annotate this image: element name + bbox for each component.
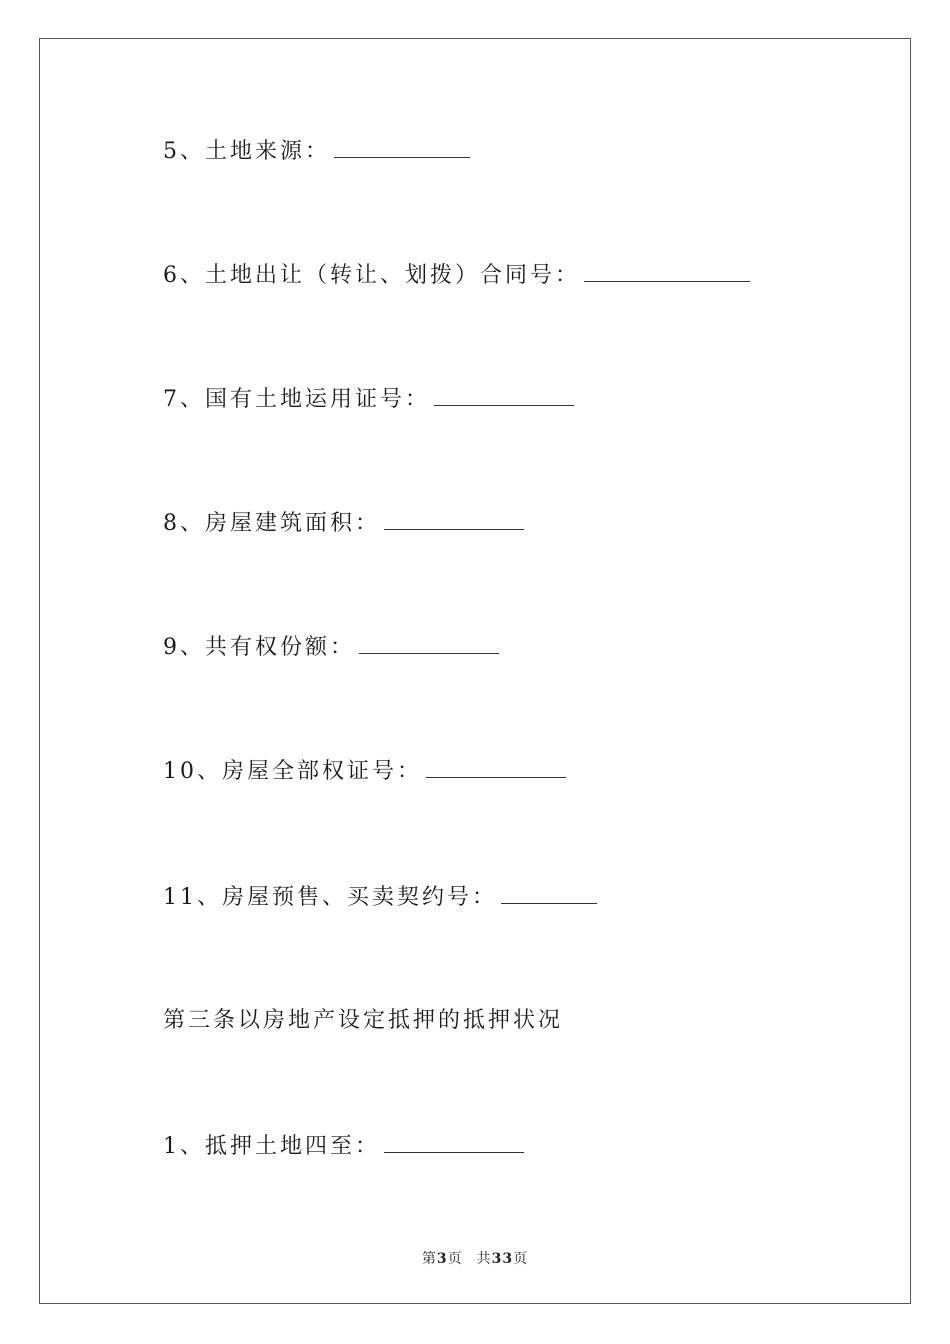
field-label: 7、国有土地运用证号： — [163, 387, 430, 412]
field-label: 5、土地来源： — [163, 139, 330, 164]
fill-in-blank — [434, 385, 574, 406]
fill-in-blank — [384, 509, 524, 530]
fill-in-blank — [501, 883, 597, 904]
field-ownership-certificate — [163, 757, 566, 787]
section-heading-text: 第三条以房地产设定抵押的抵押状况 — [163, 1008, 564, 1033]
field-label: 8、房屋建筑面积： — [163, 511, 380, 536]
field-label: 9、共有权份额： — [163, 635, 355, 660]
footer-page-prefix: 第 — [421, 1251, 437, 1267]
field-land-use-certificate — [163, 385, 574, 415]
field-presale-contract-number — [163, 883, 597, 913]
field-land-contract-number — [163, 261, 750, 291]
field-label: 10、房屋全部权证号： — [163, 759, 422, 784]
fill-in-blank — [384, 1132, 524, 1153]
field-label: 1、抵押土地四至： — [163, 1134, 380, 1159]
footer-page-suffix: 页 — [447, 1251, 463, 1267]
fill-in-blank — [334, 137, 470, 158]
field-label: 11、房屋预售、买卖契约号： — [163, 885, 497, 910]
field-mortgaged-land-boundaries — [163, 1132, 524, 1162]
page-border — [39, 38, 911, 1304]
page-footer — [0, 1248, 950, 1268]
fill-in-blank — [359, 633, 499, 654]
field-label: 6、土地出让（转让、划拨）合同号： — [163, 263, 580, 288]
fill-in-blank — [426, 757, 566, 778]
footer-total-pages: 33 — [491, 1251, 514, 1267]
fill-in-blank — [584, 261, 750, 282]
footer-total-suffix: 页 — [513, 1251, 529, 1267]
field-land-source — [163, 137, 470, 167]
footer-page-number: 3 — [436, 1251, 448, 1267]
section-heading-article-3 — [163, 1006, 563, 1036]
field-building-area — [163, 509, 524, 539]
field-co-ownership-share — [163, 633, 499, 663]
footer-total-prefix: 共 — [476, 1251, 492, 1267]
